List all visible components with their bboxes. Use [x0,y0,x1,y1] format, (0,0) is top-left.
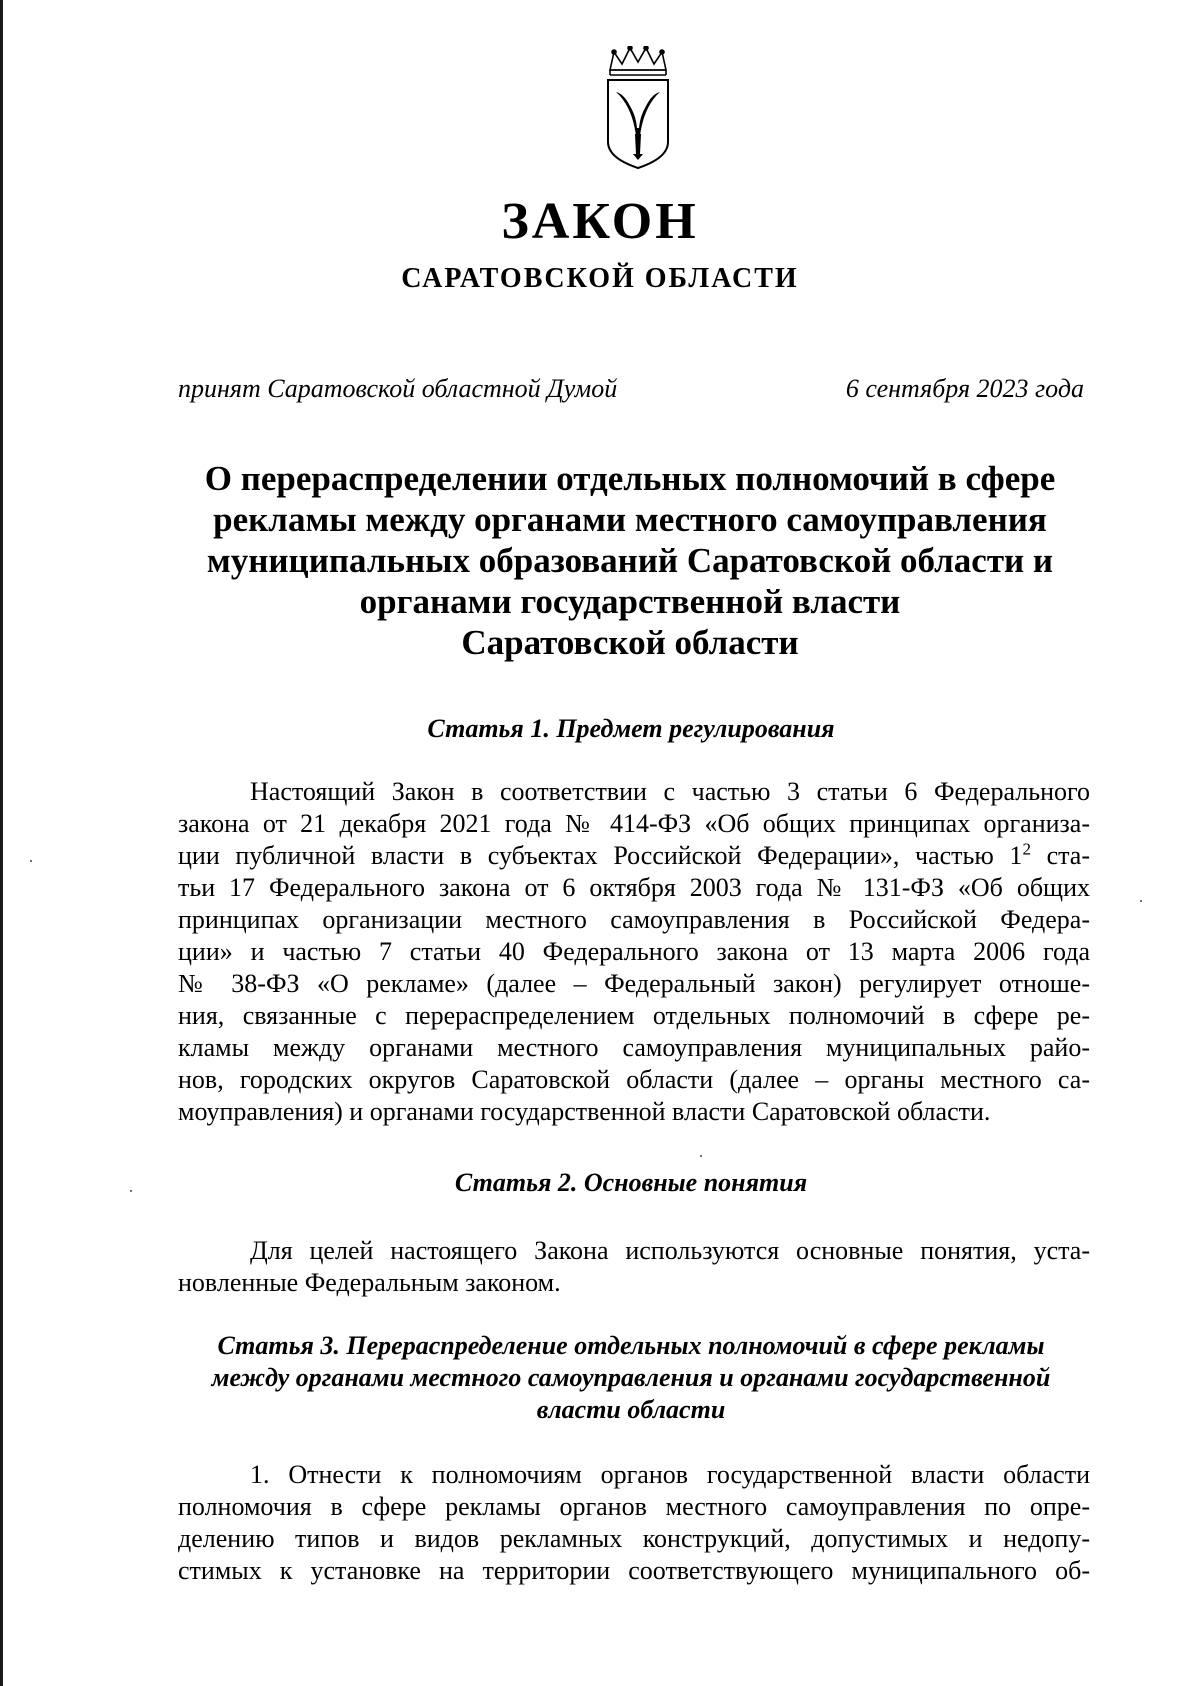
scan-edge [0,0,3,1686]
article-heading-line: Статья 1. Предмет регулирования [427,714,835,743]
document-title-line: Саратовской области [461,623,799,662]
article-heading-line: власти области [536,1395,726,1424]
text-line: закона от 21 декабря 2021 года № 414-ФЗ «Об общих принципах организа- [178,809,1090,838]
text-line: полномочия в сфере рекламы органов местного самоуправления по опре- [178,1492,1090,1521]
article-heading-line: Статья 2. Основные понятия [454,1168,808,1197]
scan-speck [1140,900,1142,902]
text-line: кламы между органами местного самоуправления муниципальных райо- [178,1033,1090,1062]
adoption-line [178,373,1084,405]
adopted-by: принят Саратовской областной Думой [178,374,618,403]
text-fragment: ции публичной власти в субъектах Российской Федерации», частью 1 [178,841,1023,870]
article-2-heading [178,1167,1084,1199]
text-line: ции» и частью 7 статьи 40 Федерального закона от 13 марта 2006 года [178,937,1090,966]
article-2-text [178,1235,1090,1299]
scan-speck [30,860,32,862]
law-title: ЗАКОН [501,193,699,250]
document-title-line: рекламы между органами местного самоуправления [213,500,1047,539]
article-1-heading [178,713,1084,745]
document-title-line: муниципальных образований Саратовской области и [206,541,1054,580]
document-title [150,458,1110,663]
document-title-line: О перераспределении отдельных полномочий в сфере [204,459,1056,498]
article-heading-line: Статья 3. Перераспределение отдельных полномочий в сфере рекламы [217,1331,1045,1360]
article-heading-line: между органами местного самоуправления и органами государственной [211,1363,1051,1392]
scan-speck [700,1155,702,1157]
scan-speck [130,1190,132,1192]
text-line: Настоящий Закон в соответствии с частью 3 статьи 6 Федерального [250,777,1090,806]
text-line: Для целей настоящего Закона используются основные понятия, уста- [250,1236,1090,1265]
text-line: нов, городских округов Саратовской области (далее – органы местного са- [178,1065,1090,1094]
text-line: № 38-ФЗ «О рекламе» (далее – Федеральный закон) регулирует отноше- [178,969,1090,998]
adoption-date: 6 сентября 2023 года [845,374,1084,403]
text-line: ния, связанные с перераспределением отдельных полномочий в сфере ре- [178,1001,1090,1030]
coat-of-arms-emblem [600,46,676,170]
text-line: новленные Федеральным законом. [178,1268,561,1297]
text-line: делению типов и видов рекламных конструкций, допустимых и недопу- [178,1524,1090,1553]
text-line: 1. Отнести к полномочиям органов государственной власти области [250,1460,1090,1489]
text-line: моуправления) и органами государственной власти Саратовской области. [178,1097,991,1126]
text-line [178,840,1090,872]
text-fragment: ста- [1030,841,1090,870]
article-3-text [178,1459,1090,1587]
law-subtitle: САРАТОВСКОЙ ОБЛАСТИ [401,263,799,294]
text-line: стимых к установке на территории соответствующего муниципального об- [178,1556,1090,1585]
text-line: тьи 17 Федерального закона от 6 октября 2003 года № 131-ФЗ «Об общих [178,873,1090,902]
document-title-line: органами государственной власти [359,582,901,621]
article-3-heading [178,1330,1084,1426]
superscript: 2 [1022,839,1031,859]
text-line: принципах организации местного самоуправления в Российской Федера- [178,905,1090,934]
article-1-text [178,776,1090,1128]
